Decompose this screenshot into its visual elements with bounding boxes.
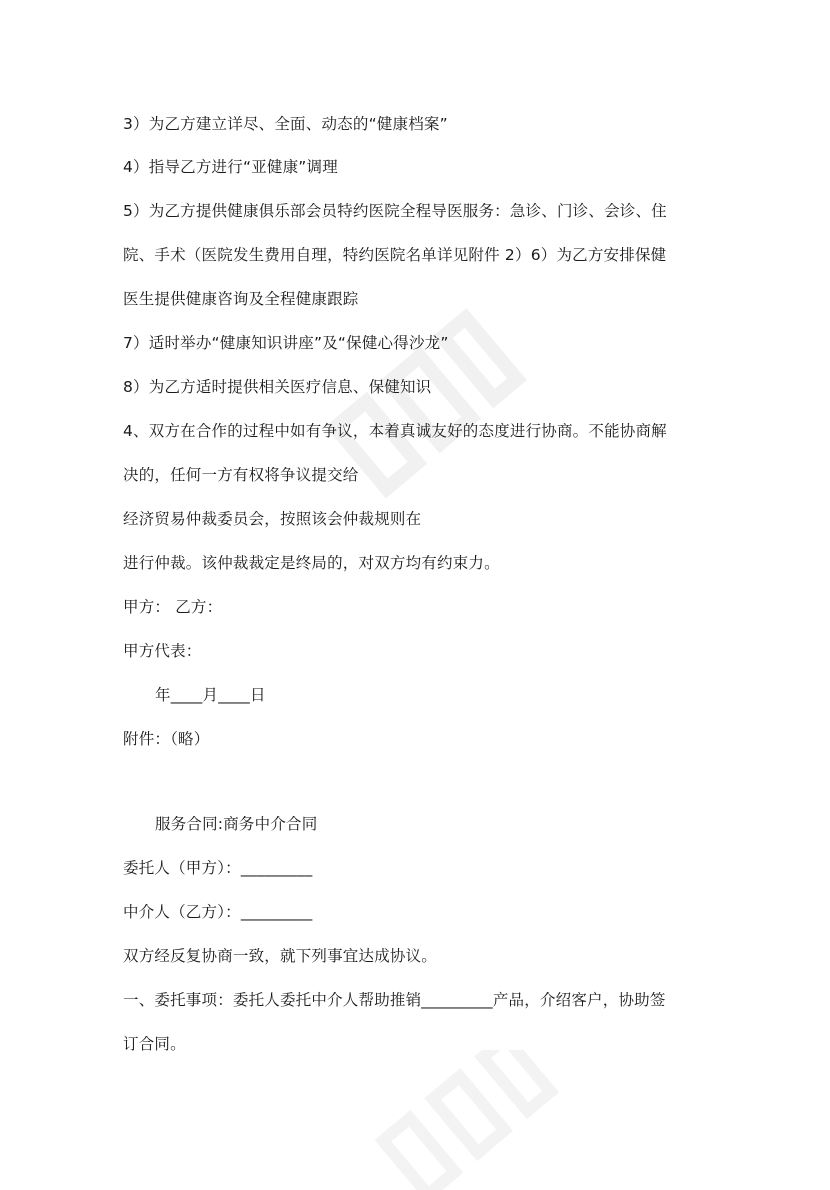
clause-3: 3）为乙方建立详尽、全面、动态的“健康档案”: [123, 115, 448, 133]
principal-party-a: 委托人（甲方）：_________: [123, 859, 313, 877]
arbitration-line-1: 经济贸易仲裁委员会，按照该会仲裁规则在: [123, 510, 422, 528]
party-signature-line: 甲方： 乙方：: [123, 598, 223, 616]
clause-5-line-1: 5）为乙方提供健康俱乐部会员特约医院全程导医服务：急诊、门诊、会诊、住: [123, 202, 667, 220]
watermark-logo: [300, 270, 560, 530]
intermediary-party-b: 中介人（乙方）：_________: [123, 903, 313, 921]
entrusted-matters-line-1: 一、委托事项：委托人委托中介人帮助推销_________产品，介绍客户，协助签: [123, 991, 666, 1009]
contract-title: 服务合同:商务中介合同: [155, 815, 318, 833]
agreement-statement: 双方经反复协商一致，就下列事宜达成协议。: [123, 947, 438, 965]
entrusted-matters-line-2: 订合同。: [123, 1035, 186, 1053]
clause-6-line: 医生提供健康咨询及全程健康跟踪: [123, 290, 359, 308]
signature-date: 年____月____日: [155, 686, 266, 704]
clause-5-line-2: 院、手术（医院发生费用自理，特约医院名单详见附件 2）6）为乙方安排保健: [123, 246, 667, 264]
attachment-note: 附件：（略）: [123, 730, 210, 748]
party-a-representative: 甲方代表：: [123, 642, 202, 660]
clause-4: 4）指导乙方进行“亚健康”调理: [123, 158, 338, 176]
clause-8: 8）为乙方适时提供相关医疗信息、保健知识: [123, 378, 432, 396]
arbitration-line-2: 进行仲裁。该仲裁裁定是终局的，对双方均有约束力。: [123, 554, 500, 572]
dispute-clause-line-2: 决的，任何一方有权将争议提交给: [123, 466, 359, 484]
dispute-clause-line-1: 4、双方在合作的过程中如有争议，本着真诚友好的态度进行协商。不能协商解: [123, 422, 667, 440]
clause-7: 7）适时举办“健康知识讲座”及“保健心得沙龙”: [123, 334, 449, 352]
watermark-logo-bottom: [360, 1050, 580, 1190]
